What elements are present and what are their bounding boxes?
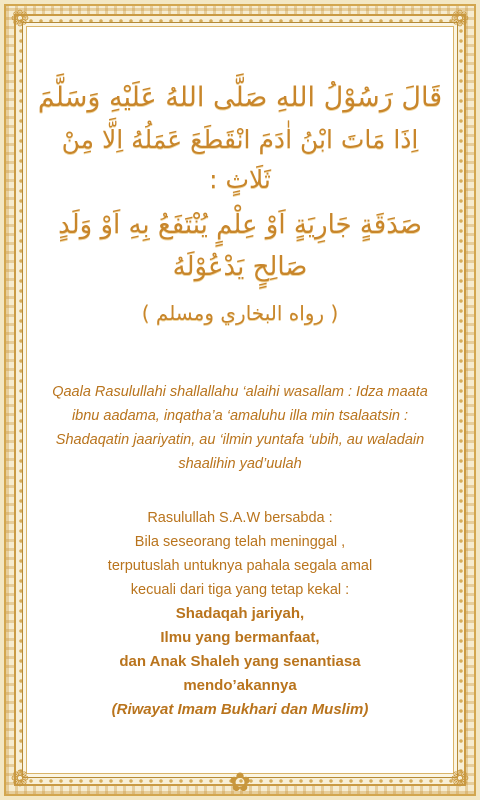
arabic-source-citation: ( رواه البخاري ومسلم )	[141, 301, 339, 325]
translation-highlight-line: Ilmu yang bermanfaat,	[160, 629, 320, 646]
translation-highlight-line: Shadaqah jariyah,	[175, 605, 305, 622]
translation-highlight-line: dan Anak Shaleh yang senantiasa	[119, 653, 361, 670]
hadith-content	[36, 66, 444, 760]
translation-source-citation: (Riwayat Imam Bukhari dan Muslim)	[111, 701, 369, 718]
arabic-text-line: قَالَ رَسُوْلُ اللهِ صَلَّى اللهُ عَلَيْهِ وَسَلَّمَ	[37, 82, 443, 113]
translation-line: Bila seseorang telah meninggal ,	[134, 534, 346, 550]
translation-block	[36, 506, 444, 722]
ornament-flower-icon: ✿	[229, 768, 251, 798]
ornament-corner-icon: ❁	[10, 767, 30, 792]
translation-line: kecuali dari tiga yang tetap kekal :	[130, 582, 350, 598]
ornament-corner-icon: ❁	[10, 7, 30, 32]
ornament-corner-icon: ❁	[450, 767, 470, 792]
translation-line: Rasulullah S.A.W bersabda :	[147, 510, 333, 526]
arabic-text-line: صَدَقَةٍ جَارِيَةٍ اَوْ عِلْمٍ يُنْتَفَعُ بِهِ اَوْ وَلَدٍ صَالِحٍ يَدْعُوْلَهُ	[58, 210, 422, 282]
ornament-corner-icon: ❁	[450, 7, 470, 32]
translation-line: terputuslah untuknya pahala segala amal	[107, 558, 373, 574]
transliteration-text: Qaala Rasulullahi shallallahu ‘alaihi wasallam : Idza maata ibnu aadama, inqatha’a ‘amaluhu illa min tsalaatsin : Shadaqatin jaariyatin, au ‘ilmin yuntafa ‘ubih, au waladain shaalihin yad’uulah	[52, 384, 428, 472]
arabic-text-line: اِذَا مَاتَ ابْنُ اٰدَمَ انْقَطَعَ عَمَلُهُ اِلَّا مِنْ ثَلَاثٍ :	[61, 125, 419, 194]
translation-highlight-line: mendo’akannya	[183, 677, 297, 694]
